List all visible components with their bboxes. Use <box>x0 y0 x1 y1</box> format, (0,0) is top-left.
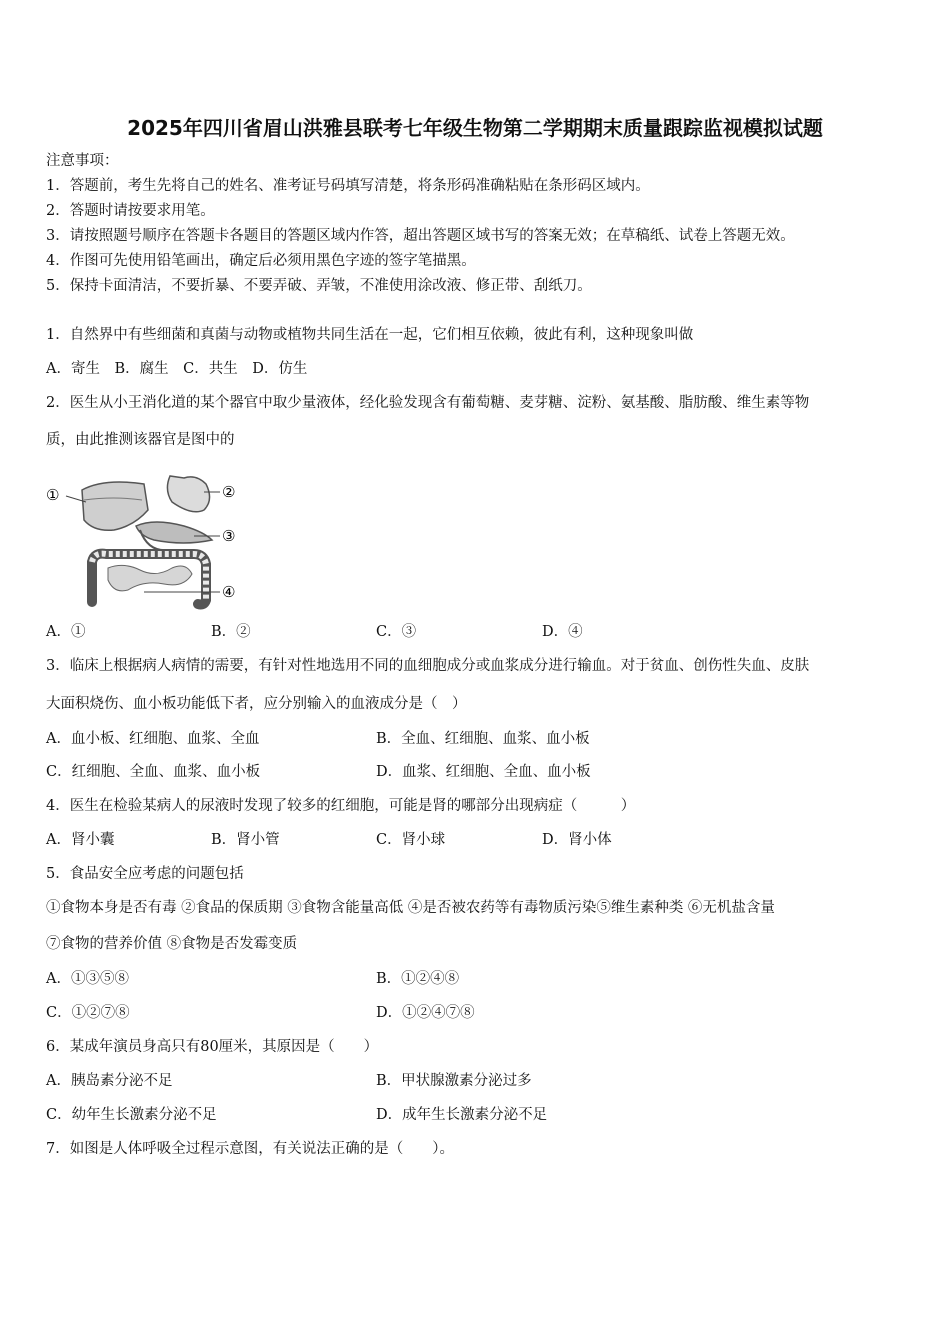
notice-item: 5．保持卡面清洁，不要折暴、不要弄破、弄皱，不准使用涂改液、修正带、刮纸刀。 <box>46 278 592 294</box>
question-1-stem: 1．自然界中有些细菌和真菌与动物或植物共同生活在一起，它们相互依赖，彼此有利，这种现象叫做 <box>46 327 694 343</box>
question-7-stem: 7．如图是人体呼吸全过程示意图，有关说法正确的是（ ）。 <box>46 1141 454 1157</box>
notice-item: 4．作图可先使用铅笔画出，确定后必须用黑色字迹的签字笔描黑。 <box>46 253 476 269</box>
question-2-option-d: D．④ <box>542 624 583 640</box>
figure-label-1: ① <box>46 486 60 504</box>
question-2-option-a: A．① <box>46 624 86 640</box>
question-4-option-d: D．肾小体 <box>542 832 612 848</box>
page-title: 2025年四川省眉山洪雅县联考七年级生物第二学期期末质量跟踪监视模拟试题 <box>127 116 823 140</box>
question-3-stem-cont: 大面积烧伤、血小板功能低下者，应分别输入的血液成分是（ ） <box>46 696 467 712</box>
notice-item: 3．请按照题号顺序在答题卡各题目的答题区域内作答，超出答题区域书写的答案无效；在草稿纸、试卷上答题无效。 <box>46 228 795 244</box>
question-3-option-d: D．血浆、红细胞、全血、血小板 <box>376 764 591 780</box>
question-3-option-a: A．血小板、红细胞、血浆、全血 <box>46 731 260 747</box>
question-5-list: ①食物本身是否有毒 ②食品的保质期 ③食物含能量高低 ④是否被农药等有毒物质污染⑤维生素种类 ⑥无机盐含量 <box>46 900 775 916</box>
question-6-stem: 6．某成年演员身高只有80厘米，其原因是（ ） <box>46 1039 379 1055</box>
question-5-stem: 5．食品安全应考虑的问题包括 <box>46 866 244 882</box>
digestive-organs-drawing <box>44 470 244 610</box>
digestive-system-figure <box>44 470 244 610</box>
figure-label-4: ④ <box>222 583 236 601</box>
notice-item: 2．答题时请按要求用笔。 <box>46 203 215 219</box>
question-6-option-c: C．幼年生长激素分泌不足 <box>46 1107 217 1123</box>
question-5-list-cont: ⑦食物的营养价值 ⑧食物是否发霉变质 <box>46 936 298 952</box>
question-5-option-b: B．①②④⑧ <box>376 971 460 987</box>
question-4-option-b: B．肾小管 <box>211 832 280 848</box>
question-6-option-d: D．成年生长激素分泌不足 <box>376 1107 548 1123</box>
figure-label-3: ③ <box>222 527 236 545</box>
question-2-stem-cont: 质，由此推测该器官是图中的 <box>46 432 235 448</box>
question-2-option-c: C．③ <box>376 624 417 640</box>
pancreas-shape <box>136 522 212 543</box>
question-2-stem: 2．医生从小王消化道的某个器官中取少量液体，经化验发现含有葡萄糖、麦芽糖、淀粉、氨基酸、脂肪酸、维生素等物 <box>46 395 810 411</box>
stomach-shape <box>167 476 209 512</box>
question-4-stem: 4．医生在检验某病人的尿液时发现了较多的红细胞，可能是肾的哪部分出现病症（ ） <box>46 798 636 814</box>
liver-shape <box>82 482 148 530</box>
small-intestine-shape <box>108 565 192 590</box>
question-6-option-a: A．胰岛素分泌不足 <box>46 1073 173 1089</box>
question-2-option-b: B．② <box>211 624 251 640</box>
notice-item: 1．答题前，考生先将自己的姓名、准考证号码填写清楚，将条形码准确粘贴在条形码区域内。 <box>46 178 650 194</box>
question-5-option-a: A．①③⑤⑧ <box>46 971 129 987</box>
figure-label-2: ② <box>222 483 236 501</box>
question-1-options: A．寄生 B．腐生 C．共生 D．仿生 <box>46 361 308 377</box>
question-4-option-a: A．肾小囊 <box>46 832 115 848</box>
question-5-option-d: D．①②④⑦⑧ <box>376 1005 475 1021</box>
question-3-option-b: B．全血、红细胞、血浆、血小板 <box>376 731 590 747</box>
question-3-stem: 3．临床上根据病人病情的需要，有针对性地选用不同的血细胞成分或血浆成分进行输血。对于贫血、创伤性失血、皮肤 <box>46 658 810 674</box>
question-3-option-c: C．红细胞、全血、血浆、血小板 <box>46 764 261 780</box>
question-4-option-c: C．肾小球 <box>376 832 446 848</box>
question-6-option-b: B．甲状腺激素分泌过多 <box>376 1073 532 1089</box>
notice-heading: 注意事项： <box>46 153 119 169</box>
question-5-option-c: C．①②⑦⑧ <box>46 1005 130 1021</box>
